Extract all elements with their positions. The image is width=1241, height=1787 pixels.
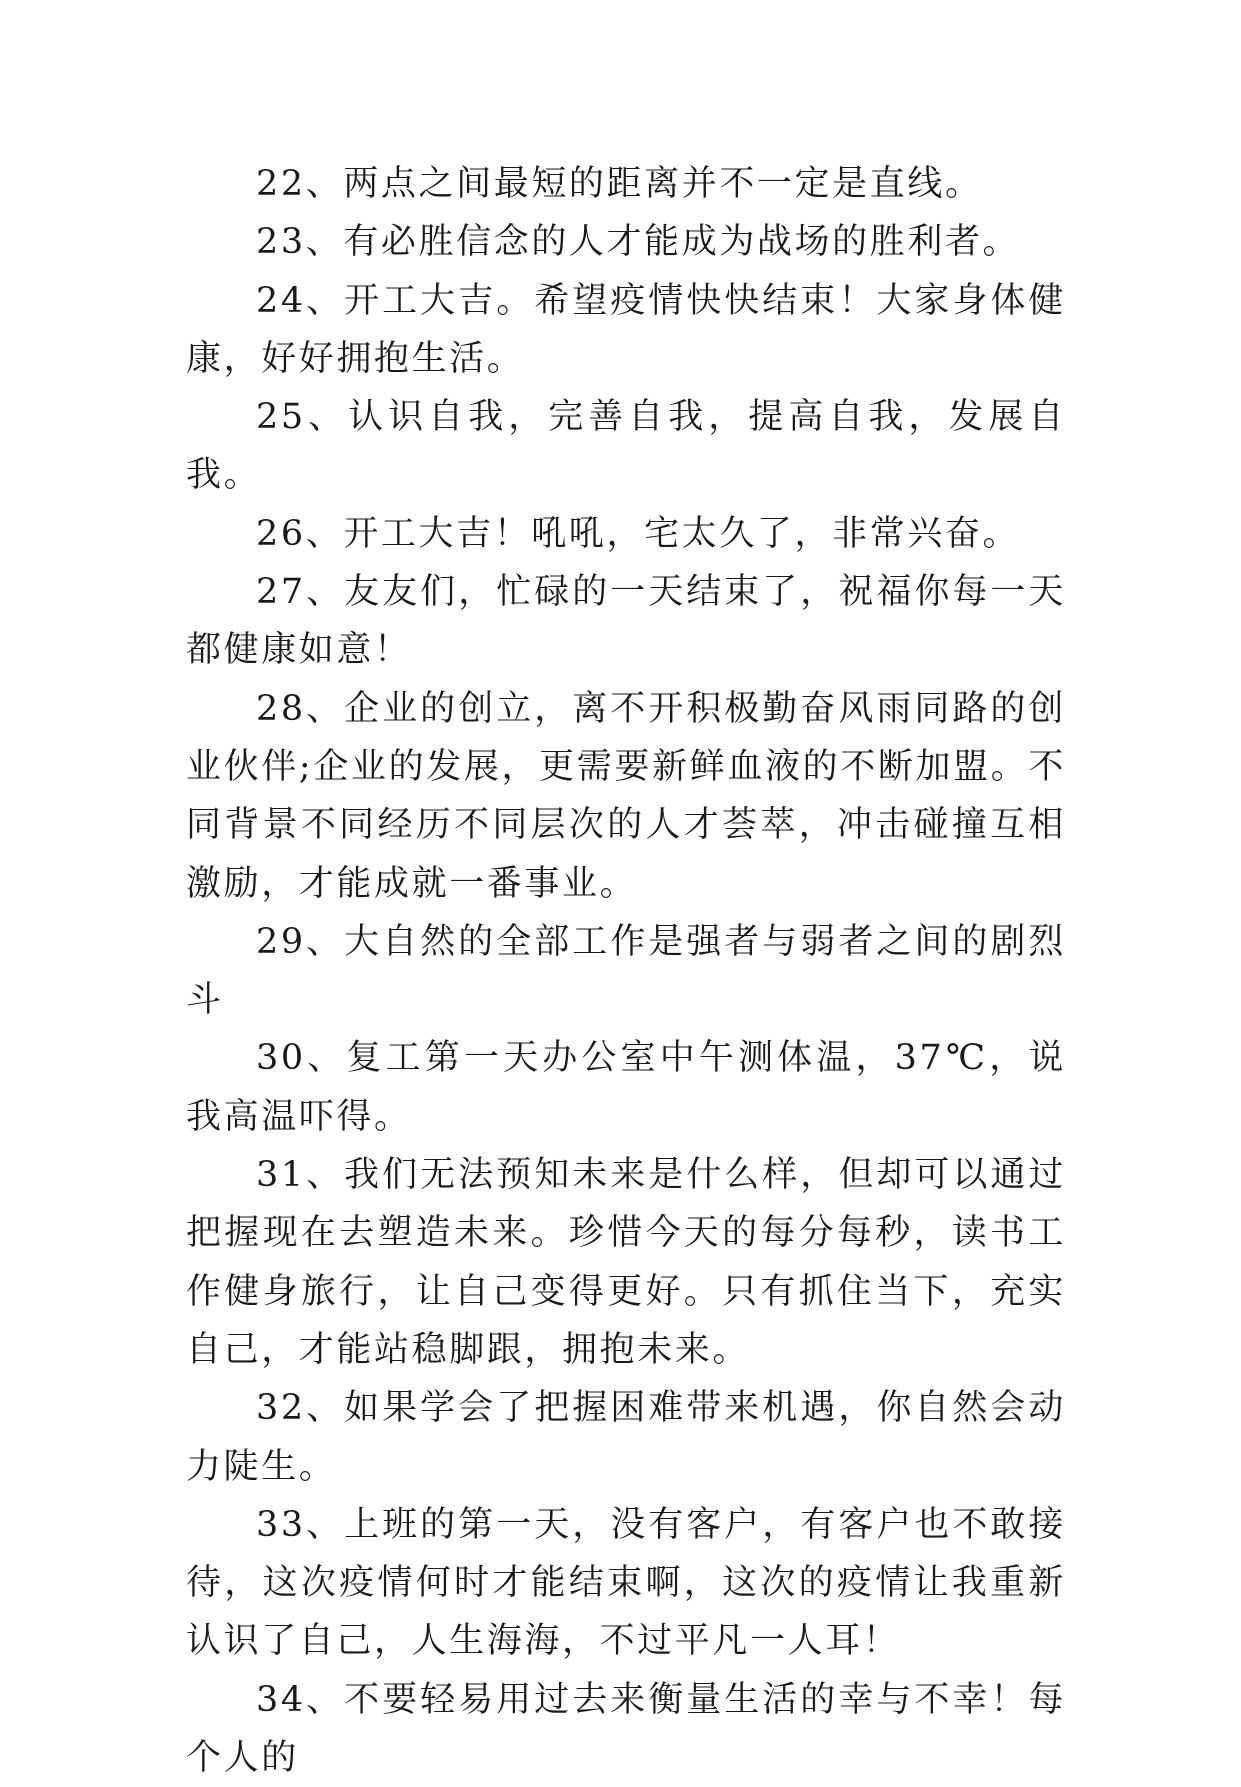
paragraph-25: 25、认识自我，完善自我，提高自我，发展自我。 — [186, 397, 1066, 496]
paragraph-23: 23、有必胜信念的人才能成为战场的胜利者。 — [256, 222, 1021, 263]
paragraph-34: 34、不要轻易用过去来衡量生活的幸与不幸！每个人的 — [186, 1679, 1066, 1779]
paragraph-28: 28、企业的创立，离不开积极勤奋风雨同路的创业伙伴;企业的发展，更需要新鲜血液的不断加盟。不同背景不同经历不同层次的人才荟萃，冲击碰撞互相激励，才能成就一番事业。 — [186, 688, 1066, 904]
paragraph-33: 33、上班的第一天，没有客户，有客户也不敢接待，这次疫情何时才能结束啊，这次的疫情让我重新认识了自己，人生海海，不过平凡一人耳！ — [186, 1504, 1066, 1662]
document-body — [186, 155, 1066, 1787]
paragraph-22: 22、两点之间最短的距离并不一定是直线。 — [256, 164, 983, 204]
paragraph-26: 26、开工大吉！吼吼，宅太久了，非常兴奋。 — [256, 513, 1021, 554]
paragraph-30: 30、复工第一天办公室中午测体温，37℃，说我高温吓得。 — [186, 1038, 1066, 1137]
paragraph-31: 31、我们无法预知未来是什么样，但却可以通过把握现在去塑造未来。珍惜今天的每分每秒，读书工作健身旅行，让自己变得更好。只有抓住当下，充实自己，才能站稳脚跟，拥抱未来。 — [186, 1155, 1066, 1370]
paragraph-32: 32、如果学会了把握困难带来机遇，你自然会动力陡生。 — [186, 1388, 1066, 1487]
paragraph-27: 27、友友们，忙碌的一天结束了，祝福你每一天都健康如意！ — [186, 572, 1066, 671]
paragraph-29: 29、大自然的全部工作是强者与弱者之间的剧烈斗 — [186, 921, 1066, 1021]
paragraph-24: 24、开工大吉。希望疫情快快结束！大家身体健康，好好拥抱生活。 — [186, 280, 1066, 379]
